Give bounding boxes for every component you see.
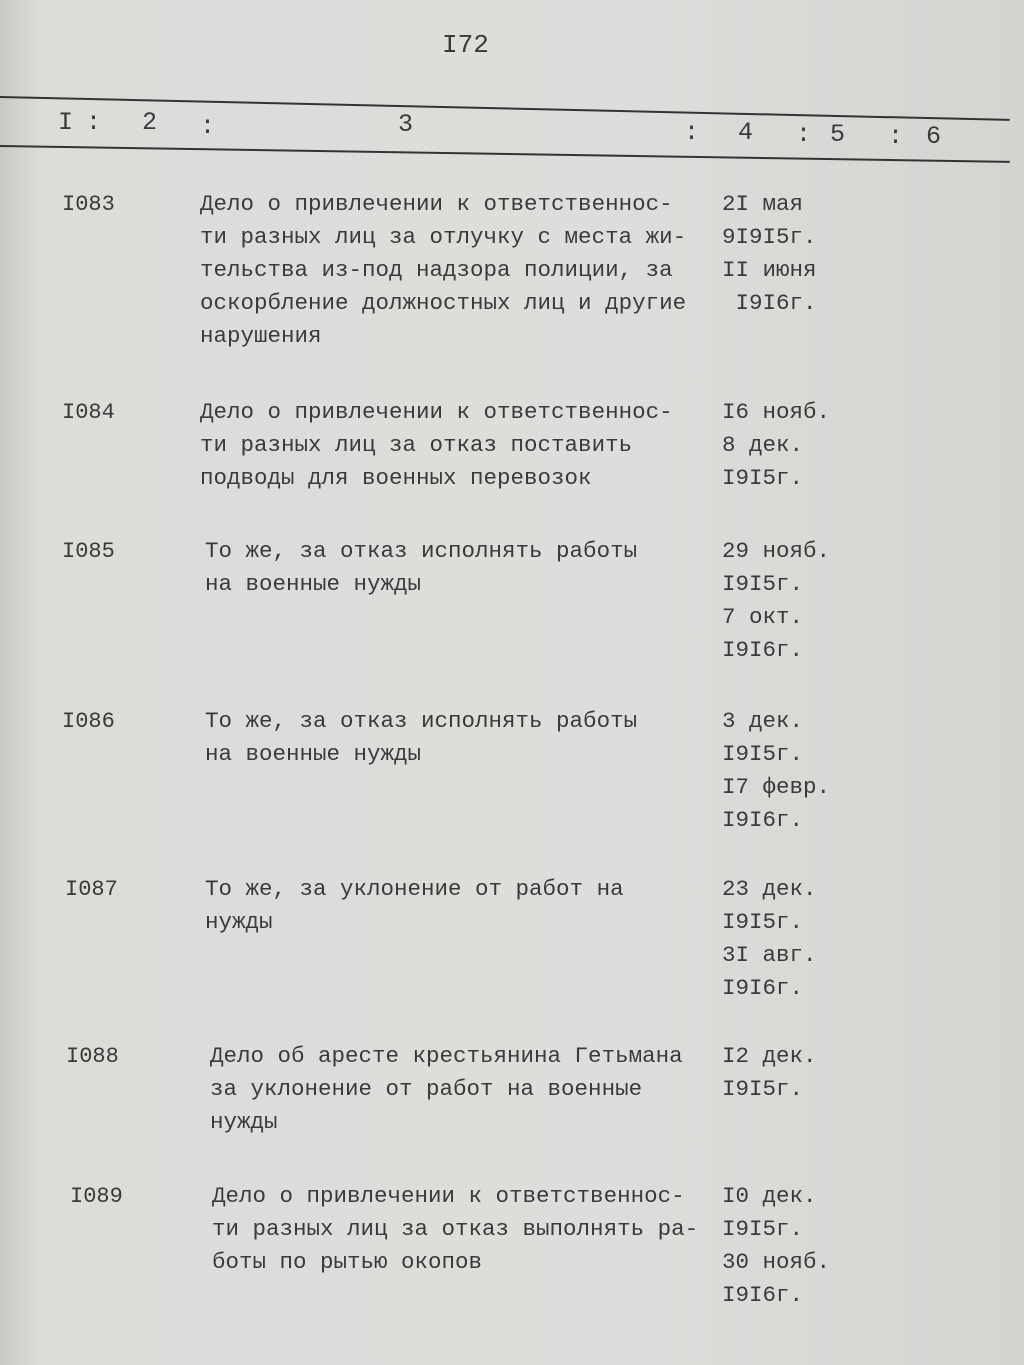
description-line: тельства из-под надзора полиции, за [200, 257, 673, 283]
entry-dates [722, 535, 830, 667]
entry-number: I083 [62, 192, 115, 217]
date-line: I7 февр. [722, 774, 831, 800]
description-line: ти разных лиц за отказ выполнять ра- [212, 1216, 699, 1242]
entry-dates [722, 188, 817, 320]
description-line: оскорбление должностных лиц и другие [200, 290, 687, 316]
entry-description [205, 535, 637, 601]
entry-dates [722, 1040, 817, 1106]
description-line: нарушения [200, 323, 322, 349]
entry-description [200, 396, 673, 495]
entry-description [212, 1180, 698, 1279]
entry-dates [722, 1180, 830, 1312]
description-line: на военные нужды [205, 571, 422, 597]
date-line: I9I6г. [722, 975, 804, 1001]
column-separator: : [796, 120, 812, 149]
date-line: I9I6г. [722, 807, 804, 833]
entry-description [205, 873, 624, 939]
description-line: Дело о привлечении к ответственнос- [200, 399, 673, 425]
column-header-4: 4 [738, 118, 754, 147]
date-line: I9I6г. [722, 637, 804, 663]
date-line: 8 дек. [722, 432, 804, 458]
entry-number: I086 [62, 709, 115, 734]
description-line: То же, за уклонение от работ на [205, 876, 624, 902]
date-line: 30 нояб. [722, 1249, 831, 1275]
description-line: Дело о привлечении к ответственнос- [212, 1183, 685, 1209]
description-line: подводы для военных перевозок [200, 465, 592, 491]
entry-number: I087 [65, 877, 118, 902]
date-line: I9I5г. [722, 571, 804, 597]
description-line: То же, за отказ исполнять работы [205, 708, 638, 734]
date-line: II июня [722, 257, 817, 283]
entry-number: I084 [62, 400, 115, 425]
date-line: I9I5г. [722, 741, 804, 767]
date-line: 3I авг. [722, 942, 817, 968]
date-line: I9I6г. [722, 290, 817, 316]
column-header-3: 3 [398, 110, 414, 139]
column-separator: : [86, 108, 102, 137]
date-line: I9I5г. [722, 1216, 804, 1242]
date-line: I6 нояб. [722, 399, 831, 425]
entry-dates [722, 396, 830, 495]
description-line: То же, за отказ исполнять работы [205, 538, 638, 564]
description-line: нужды [205, 909, 273, 935]
description-line: нужды [210, 1109, 278, 1135]
entry-description [210, 1040, 683, 1139]
description-line: Дело об аресте крестьянина Гетьмана [210, 1043, 683, 1069]
date-line: 29 нояб. [722, 538, 831, 564]
column-header-5: 5 [830, 120, 846, 149]
date-line: 23 дек. [722, 876, 817, 902]
date-line: I9I5г. [722, 909, 804, 935]
description-line: боты по рытью окопов [212, 1249, 483, 1275]
description-line: за уклонение от работ на военные [210, 1076, 643, 1102]
column-header-1: I [58, 108, 74, 137]
header-rule-bottom [0, 145, 1010, 163]
entry-number: I088 [66, 1044, 119, 1069]
date-line: I9I5г. [722, 465, 804, 491]
date-line: 2I мая [722, 191, 804, 217]
entry-description [205, 705, 637, 771]
column-header-6: 6 [926, 122, 942, 151]
entry-description [200, 188, 686, 353]
entry-dates [722, 705, 830, 837]
description-line: Дело о привлечении к ответственнос- [200, 191, 673, 217]
date-line: I9I6г. [722, 1282, 804, 1308]
column-separator: : [888, 122, 904, 151]
date-line: I9I5г. [722, 1076, 804, 1102]
date-line: 7 окт. [722, 604, 804, 630]
column-header-2: 2 [142, 108, 158, 137]
date-line: 9I9I5г. [722, 224, 817, 250]
column-separator: : [200, 112, 216, 141]
description-line: на военные нужды [205, 741, 422, 767]
description-line: ти разных лиц за отказ поставить [200, 432, 633, 458]
page-number: I72 [442, 30, 489, 60]
column-separator: : [684, 118, 700, 147]
entry-dates [722, 873, 817, 1005]
date-line: I2 дек. [722, 1043, 817, 1069]
date-line: 3 дек. [722, 708, 804, 734]
description-line: ти разных лиц за отлучку с места жи- [200, 224, 687, 250]
entry-number: I085 [62, 539, 115, 564]
date-line: I0 дек. [722, 1183, 817, 1209]
entry-number: I089 [70, 1184, 123, 1209]
